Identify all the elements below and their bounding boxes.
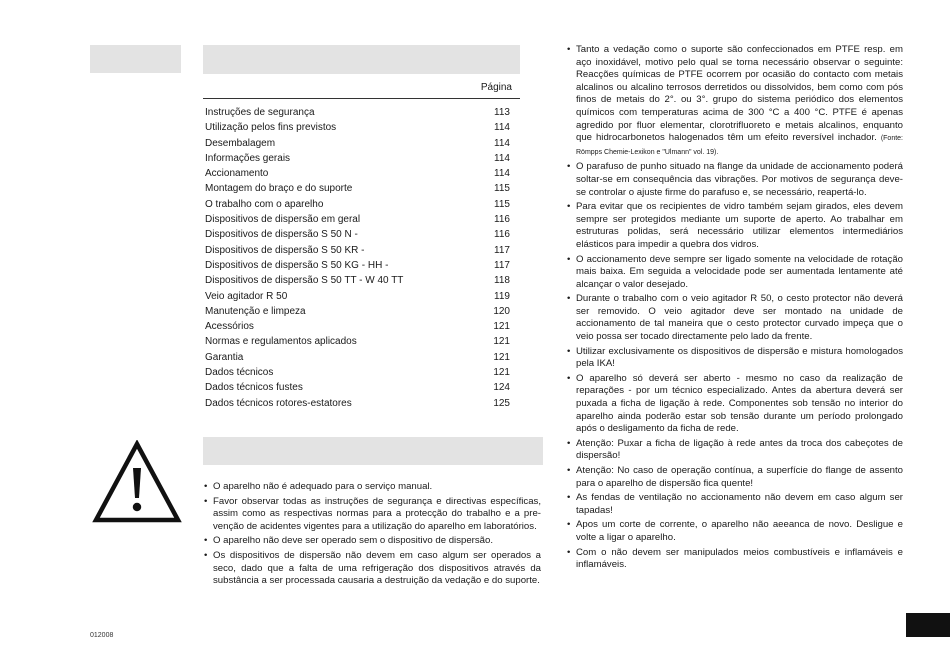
list-item: • Para evitar que os recipientes de vidro também sejam girados, eles devem sempre ser protegidos mediante um suporte de aperto. Ao trabalhar em estruturas polidas, será necessário utilizar elementos intermediários elásticos para impedir a quebra dos vidros. [566, 201, 903, 251]
toc-entry [205, 289, 515, 304]
toc-page-header: Página [480, 82, 512, 93]
toc-entry-page: 124 [493, 382, 510, 394]
toc-entry-label: Normas e regulamentos aplicados [205, 336, 357, 348]
list-item: • O accionamento deve sempre ser ligado somente na velocidade de rotação mais baixa. Em seguida a velocidade pode ser aumentada lentamente até alcançar o valor desejado. [566, 254, 903, 292]
list-item: • Utilizar exclusivamente os dispositivos de dispersão e mistura homologados pela IKA! [566, 346, 903, 371]
source-citation: (Fonte: Römpps Chemie-Lexikon e "Ulmann" vol. 19). [576, 135, 903, 156]
toc-entry-page: 115 [494, 198, 510, 210]
toc-entry-page: 125 [493, 397, 510, 409]
toc-entry-page: 114 [494, 152, 510, 164]
warning-triangle-icon [92, 440, 182, 524]
toc-entry-page: 121 [493, 367, 510, 379]
toc-entry-page: 114 [494, 122, 510, 134]
page-tab-marker [906, 613, 950, 637]
toc-entry [205, 380, 515, 395]
toc-entry [205, 166, 515, 181]
list-item: • Atenção: Puxar a ficha de ligação à rede antes da troca dos cabeçotes de dispersão! [566, 438, 903, 463]
toc-entry [205, 396, 515, 411]
toc-entry-label: Dispositivos de dispersão S 50 KR - [205, 244, 365, 256]
list-item: • O aparelho só deverá ser aberto - mesmo no caso da realização de reparações - por um técnico especializado. Antes da abertura deverá ser puxada a ficha de ligação à rede. Componentes sob tensão no interior do aparelho ainda poderão estar sob tensão durante um período prolongado após o desligamento da ficha de rede. [566, 373, 903, 436]
list-item: • Tanto a vedação como o suporte são confeccionados em PTFE resp. em aço inoxidável, motivo pelo qual se torna necessário observar o seguinte: Reacções químicas de PTFE ocorrem por ocasião do contacto com metais alcalinos ou alcalino terrosos derretidos ou dissolvidos, bem como com pós finos de metais do 2°. ou 3°. grupo do sistema periódico dos elementos químicos com temperaturas acima de 300 °C a 400 °C. PTFE é apenas agredido por fluor elementar, clorotrifluoreto e metais alcalinos, enquanto que hidrocarbonetos halogenados têm um efeito reversível inchador. (Fonte: Römpps Chemie-Lexikon e "Ulmann" vol. 19). [566, 44, 903, 159]
toc-entry-label: Instruções de segurança [205, 107, 315, 118]
document-code: 012008 [90, 632, 114, 639]
toc-entry-label: Utilização pelos fins previstos [205, 122, 337, 134]
toc-entry-page: 114 [494, 137, 510, 149]
toc-entry-page: 121 [493, 321, 510, 333]
list-item: • Apos um corte de corrente, o aparelho não aeeanca de novo. Desligue e volte a ligar o aparelho. [566, 519, 903, 544]
toc-entry-label: Dispositivos de dispersão S 50 N - [205, 229, 358, 241]
list-item: • Durante o trabalho com o veio agitador R 50, o cesto protector não deverá ser removido. O veio agitador deve ser montado na unidade de accionamento de tal maneira que o cesto protector curvado impeça que o veio possa ser tocado directamente pelo lado da frente. [566, 293, 903, 343]
list-item: • Atenção: No caso de operação contínua, a superfície do flange de assento para o aparelho de dispersão fica quente! [566, 465, 903, 490]
toc-entry-page: 121 [493, 351, 510, 363]
list-item: • Os dispositivos de dispersão não devem em caso algum ser operados a seco, dado que a falta de uma refrigeração dos dispositivos através da substância a ser processada causaria a destruição da vedação e do suporte. [203, 550, 541, 588]
toc-entry-label: Dados técnicos fustes [205, 382, 303, 394]
list-item: • O aparelho não é adequado para o serviço manual. [203, 481, 541, 494]
toc-entry [205, 350, 515, 365]
toc-entry [205, 181, 515, 196]
section-tab-left [90, 45, 181, 73]
toc-entry [205, 334, 515, 349]
toc-entry-page: 114 [494, 168, 510, 180]
toc-entry-label: Dispositivos de dispersão em geral [205, 214, 361, 226]
toc-entry-page: 117 [494, 244, 510, 256]
toc-entry [205, 319, 515, 334]
toc-entry [205, 212, 515, 227]
toc-entry-label: Dados técnicos rotores-estatores [205, 397, 352, 409]
safety-heading-bar [203, 437, 543, 465]
toc-entry [205, 151, 515, 166]
list-item: • Com o não devem ser manipulados meios combustíveis e inflamáveis e inflamáveis. [566, 547, 903, 572]
toc-entry-label: Manutenção e limpeza [205, 305, 306, 317]
toc-entry-page: 116 [494, 214, 510, 226]
toc-entry [205, 365, 515, 380]
toc-entry [205, 258, 515, 273]
safety-instructions-list [203, 481, 541, 590]
toc-entry [205, 120, 515, 135]
toc-entry-label: Desembalagem [205, 137, 276, 149]
list-item: • O parafuso de punho situado na flange da unidade de accionamento poderá soltar-se em consequência das vibrações. Por motivos de segurança deve-se controlar o ajuste firme do parafuso e, se necessário, reapertá-lo. [566, 161, 903, 199]
toc-entry [205, 197, 515, 212]
toc-entry [205, 304, 515, 319]
toc-entry-page: 117 [494, 259, 510, 271]
toc-entry-label: Dispositivos de dispersão S 50 KG - HH - [205, 259, 389, 271]
toc-entry-page: 113 [494, 107, 510, 118]
toc-entry-label: Dispositivos de dispersão S 50 TT - W 40 TT [205, 275, 404, 287]
toc-entry [205, 243, 515, 258]
toc-entry-page: 116 [494, 229, 510, 241]
safety-instructions-continued [566, 44, 903, 574]
toc-entry [205, 273, 515, 288]
toc-entry-label: Acessórios [205, 321, 254, 333]
toc-heading-bar [203, 45, 520, 74]
toc-entry-label: O trabalho com o aparelho [205, 198, 324, 210]
toc-entry [205, 136, 515, 151]
toc-entry-label: Accionamento [205, 168, 269, 180]
toc-entry [205, 227, 515, 242]
toc-entry-page: 115 [494, 183, 510, 195]
toc-entry-page: 119 [494, 290, 510, 302]
toc-entry [205, 105, 515, 120]
toc-entry-label: Garantia [205, 351, 244, 363]
toc-entry-label: Dados técnicos [205, 367, 274, 379]
toc-divider [203, 98, 520, 99]
list-item: • As fendas de ventilação no accionamento não devem em caso algum ser tapadas! [566, 492, 903, 517]
list-item: • O aparelho não deve ser operado sem o dispositivo de dispersão. [203, 535, 541, 548]
toc-entry-label: Montagem do braço e do suporte [205, 183, 353, 195]
list-item: • Favor observar todas as instruções de segurança e directivas específicas, assim como as respectivas normas para a protecção do trabalho e a pre-venção de acidentes vigentes para a utilização do aparelho em laboratórios. [203, 496, 541, 534]
table-of-contents [205, 105, 515, 411]
toc-entry-label: Veio agitador R 50 [205, 290, 288, 302]
toc-entry-page: 120 [493, 305, 510, 317]
toc-entry-page: 121 [493, 336, 510, 348]
toc-entry-label: Informações gerais [205, 152, 291, 164]
toc-entry-page: 118 [494, 275, 510, 287]
